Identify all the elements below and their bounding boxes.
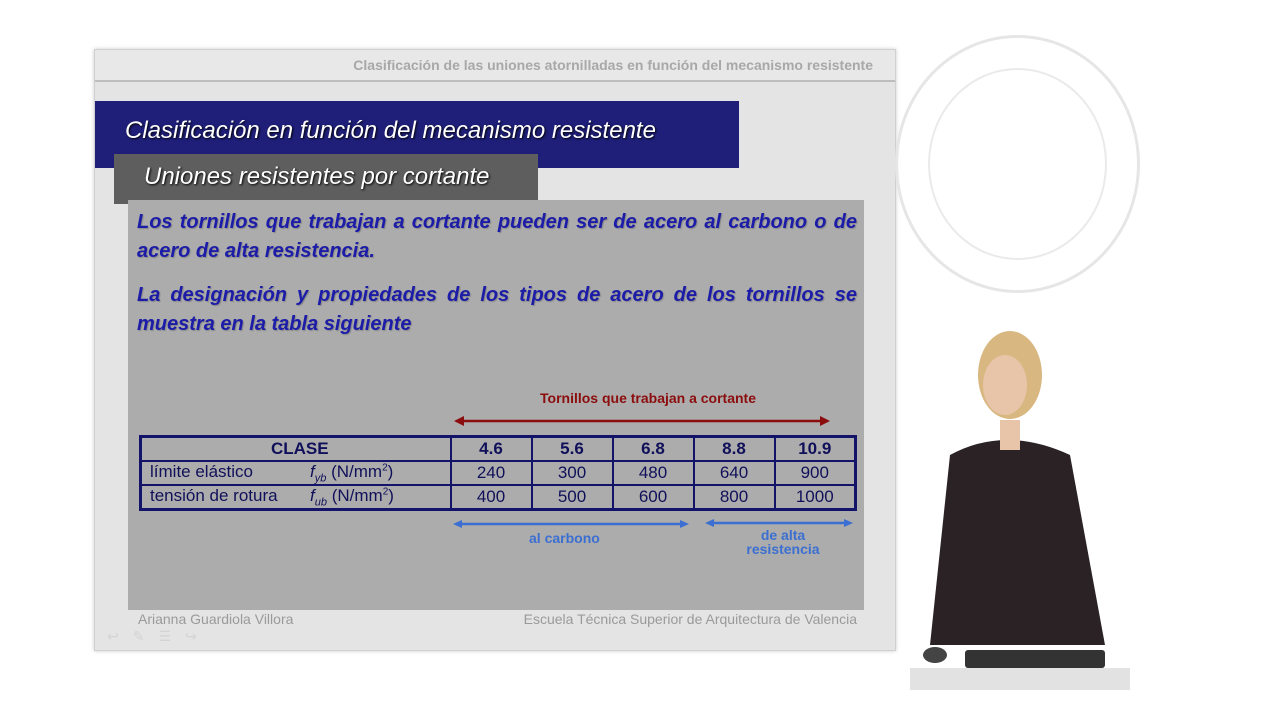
slide-nav-icons[interactable]: ↩✎☰↪ [107, 628, 211, 644]
slide-header [95, 50, 895, 82]
alta-line: resistencia [746, 541, 820, 557]
cell: 300 [532, 461, 613, 485]
alta-line: de alta [760, 527, 806, 543]
header-subtitle: Clasificación de las uniones atornilladas en función del mecanismo resistente [353, 57, 873, 73]
header-cell: 4.6 [451, 437, 532, 461]
unit-end: ) [387, 461, 394, 481]
red-double-arrow [454, 416, 830, 426]
slide [94, 49, 896, 651]
subscript: yb [314, 471, 327, 484]
header-cell: 8.8 [694, 437, 775, 461]
unit-end: ) [388, 485, 394, 505]
title-text: Clasificación en función del mecanismo resistente [125, 117, 656, 144]
cell: 1000 [775, 485, 856, 510]
author: Arianna Guardiola Villora [138, 611, 294, 627]
table-header-row [141, 437, 856, 461]
symbol: f [310, 461, 315, 481]
subscript: ub [314, 496, 327, 509]
subtitle-text: Uniones resistentes por cortante [144, 163, 490, 190]
label-text: tensión de rotura [150, 485, 278, 505]
header-cell: CLASE [141, 437, 451, 461]
cell: 400 [451, 485, 532, 510]
cell: 800 [694, 485, 775, 510]
school: Escuela Técnica Superior de Arquitectura de Valencia [523, 611, 857, 627]
superscript: 2 [382, 486, 389, 498]
table-row [141, 461, 856, 485]
symbol: f [310, 485, 315, 505]
row-label [141, 485, 451, 510]
header-cell: 5.6 [532, 437, 613, 461]
paragraph-1: Los tornillos que trabajan a cortante pueden ser de acero al carbono o de acero de alta resistencia. [137, 211, 857, 262]
table-row [141, 485, 856, 510]
cell: 500 [532, 485, 613, 510]
steel-class-table [139, 435, 857, 511]
university-seal-logo [895, 35, 1140, 293]
carbono-label: al carbono [529, 530, 600, 546]
carbono-arrow [453, 520, 689, 528]
header-cell: 10.9 [775, 437, 856, 461]
row-label [141, 461, 451, 485]
slide-subtitle [114, 154, 538, 204]
top-arrow-label: Tornillos que trabajan a cortante [540, 390, 757, 406]
paragraph-2: La designación y propiedades de los tipos de acero de los tornillos se muestra en la tabla siguiente [137, 284, 857, 335]
superscript: 2 [382, 461, 388, 473]
presenter-video [910, 325, 1130, 690]
header-cell: 6.8 [613, 437, 694, 461]
cell: 640 [694, 461, 775, 485]
unit: (N/mm [331, 485, 383, 505]
alta-arrow [705, 519, 853, 527]
label-text: límite elástico [150, 461, 253, 481]
cell: 480 [613, 461, 694, 485]
cell: 600 [613, 485, 694, 510]
cell: 900 [775, 461, 856, 485]
unit: (N/mm [331, 461, 383, 481]
cell: 240 [451, 461, 532, 485]
alta-label [738, 528, 828, 556]
content-area [128, 200, 864, 610]
